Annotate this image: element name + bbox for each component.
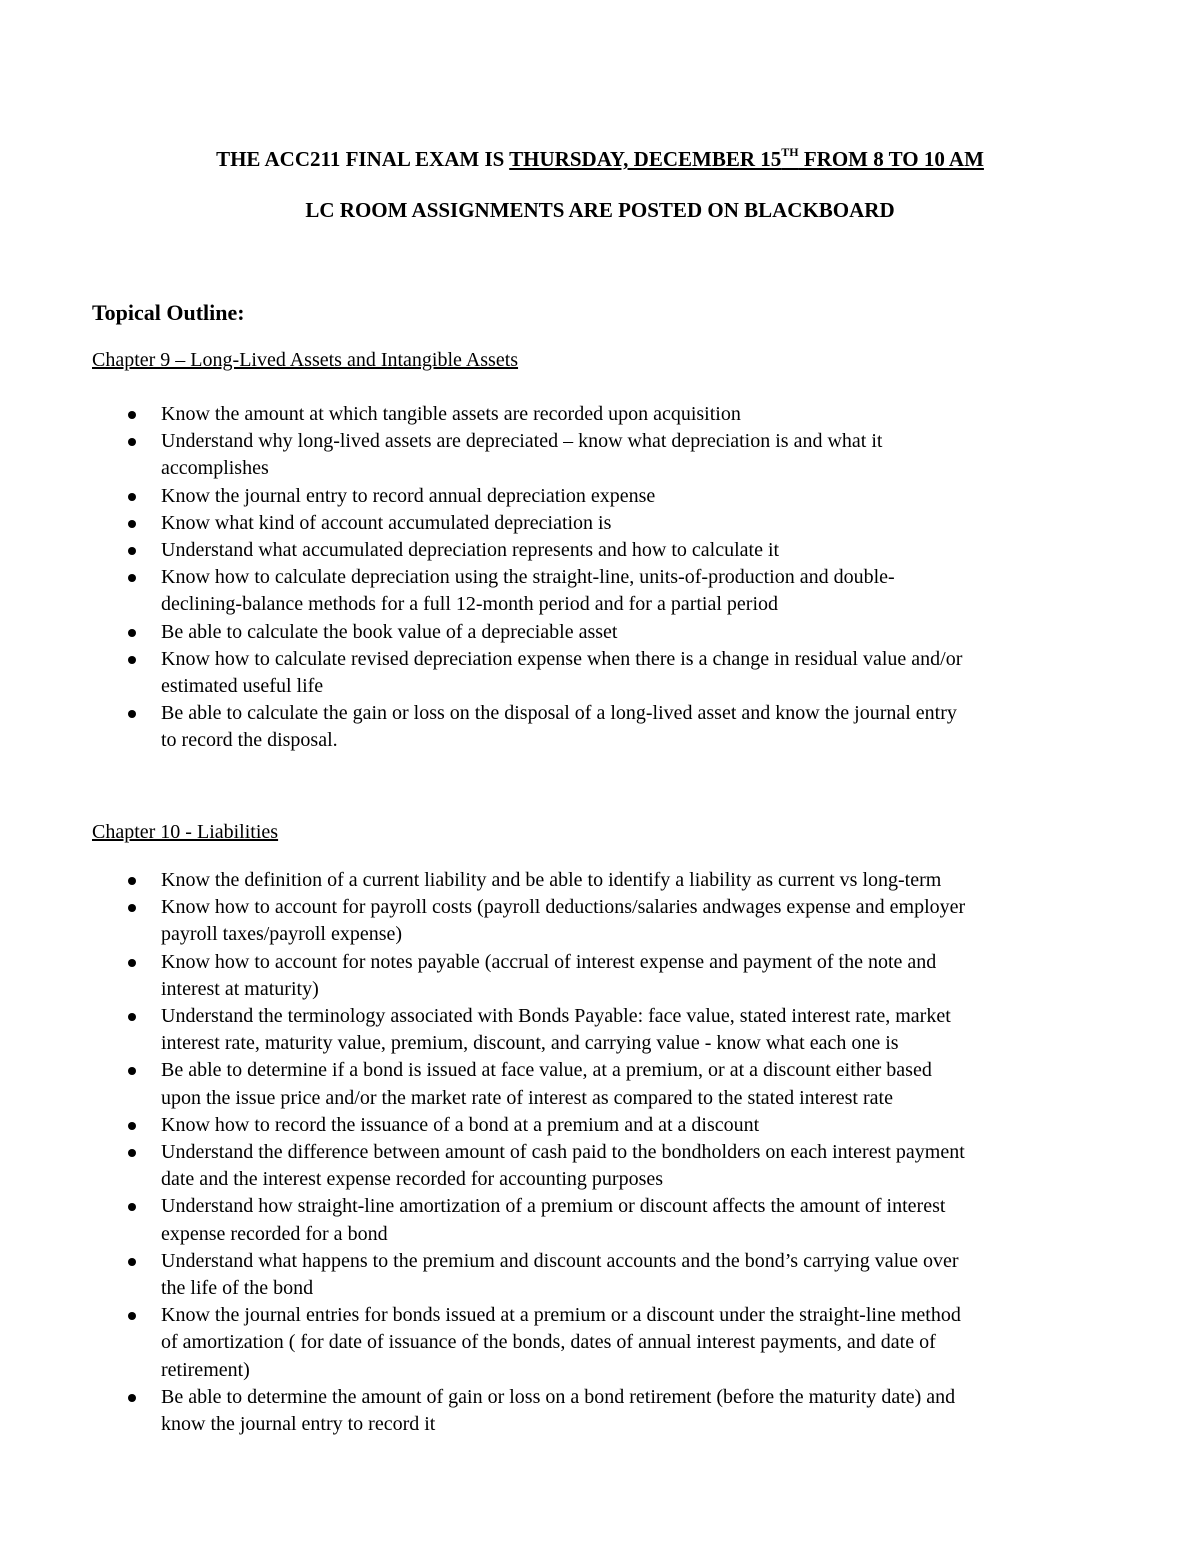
topic-text-line: Know how to account for payroll costs (payroll deductions/salaries andwages expense and employer [161,896,966,919]
topic-text-line: Be able to calculate the gain or loss on the disposal of a long-lived asset and know the journal entry [161,702,957,725]
bullet-icon [128,1312,136,1320]
topic-list-item [0,700,1200,754]
topic-text-line: Be able to determine the amount of gain or loss on a bond retirement (before the maturity date) and [161,1385,956,1408]
topic-text-line: interest at maturity) [161,977,319,1000]
bullet-icon [128,904,136,912]
bullet-icon [128,959,136,967]
topic-text-line: Know how to calculate depreciation using the straight-line, units-of-production and double- [161,566,895,589]
topic-text-line: declining-balance methods for a full 12-month period and for a partial period [161,593,779,616]
exam-date-underlined [509,147,984,171]
topic-list-item [0,867,1200,894]
bullet-icon [128,710,136,718]
bullet-icon [128,438,136,446]
topic-list-item [0,619,1200,646]
topic-text-line: Understand what happens to the premium and discount accounts and the bond’s carrying value over [161,1249,959,1272]
topic-text-line: upon the issue price and/or the market rate of interest as compared to the stated interest rate [161,1086,893,1109]
room-assignments-heading: LC ROOM ASSIGNMENTS ARE POSTED ON BLACKBOARD [305,198,895,222]
topic-text-line: Know how to calculate revised depreciation expense when there is a change in residual value and/or [161,647,963,670]
bullet-icon [128,1122,136,1130]
bullet-icon [128,574,136,582]
bullet-icon [128,629,136,637]
topic-list-item [0,1003,1200,1057]
topic-list-item [0,1248,1200,1302]
topic-text-line: interest rate, maturity value, premium, discount, and carrying value - know what each one is [161,1032,899,1055]
topic-text-line: the life of the bond [161,1277,314,1300]
topic-list-item [0,537,1200,564]
topic-list-item [0,483,1200,510]
bullet-icon [128,493,136,501]
topic-list-item [0,510,1200,537]
topic-list-item [0,1384,1200,1438]
topic-list-item [0,1112,1200,1139]
topic-list-item [0,1139,1200,1193]
topic-text-line: know the journal entry to record it [161,1413,436,1436]
topic-text-line: expense recorded for a bond [161,1222,388,1245]
bullet-icon [128,411,136,419]
topic-text-line: Know how to account for notes payable (accrual of interest expense and payment of the note and [161,950,937,973]
topic-text-line: retirement) [161,1358,250,1381]
bullet-icon [128,877,136,885]
topic-text-line: estimated useful life [161,675,324,698]
chapter-10-topic-list [0,867,1200,1438]
topic-text-line: Know the amount at which tangible assets are recorded upon acquisition [161,403,741,425]
topic-list-item [0,1302,1200,1384]
topic-text-line: Understand the terminology associated with Bonds Payable: face value, stated interest rate, market [161,1005,951,1028]
topic-list-item [0,894,1200,948]
chapter-9-heading: Chapter 9 – Long-Lived Assets and Intangible Assets [92,349,519,371]
topic-text-line: Be able to calculate the book value of a depreciable asset [161,620,618,643]
topic-text-line: Understand why long-lived assets are depreciated – know what depreciation is and what it [161,430,883,453]
bullet-icon [128,656,136,664]
topic-list-item [0,564,1200,618]
topic-text-line: Understand how straight-line amortization of a premium or discount affects the amount of interest [161,1195,946,1218]
bullet-icon [128,1258,136,1266]
topic-list-item [0,428,1200,482]
chapter-10-heading: Chapter 10 - Liabilities [92,821,279,843]
exam-date-time: FROM 8 TO 10 AM [798,147,984,171]
exam-date-day: THURSDAY, DECEMBER 15 [509,147,782,171]
exam-date-ordinal: TH [781,145,799,159]
topic-list-item [0,1057,1200,1111]
bullet-icon [128,1013,136,1021]
topic-text-line: of amortization ( for date of issuance of the bonds, dates of annual interest payments, and date of [161,1331,936,1354]
topic-list-item [0,949,1200,1003]
bullet-icon [128,1394,136,1402]
chapter-9-topic-list [0,401,1200,755]
topic-text-line: Understand the difference between amount of cash paid to the bondholders on each interest payment [161,1141,965,1164]
topic-text-line: accomplishes [161,457,269,480]
topic-text-line: Know what kind of account accumulated depreciation is [161,511,612,534]
exam-date-heading [0,146,1200,172]
topic-list-item [0,401,1200,428]
topic-list-item [0,1193,1200,1247]
topic-text-line: date and the interest expense recorded for accounting purposes [161,1168,664,1191]
bullet-icon [128,1149,136,1157]
topic-text-line: Be able to determine if a bond is issued at face value, at a premium, or at a discount either based [161,1059,932,1082]
topic-text-line: Know the definition of a current liability and be able to identify a liability as current vs long-term [161,869,942,891]
topic-text-line: Know the journal entries for bonds issued at a premium or a discount under the straight-line method [161,1304,961,1327]
topic-list-item [0,646,1200,700]
exam-date-prefix: THE ACC211 FINAL EXAM IS [216,147,510,171]
topic-text-line: to record the disposal. [161,729,338,752]
bullet-icon [128,1203,136,1211]
topic-text-line: Know how to record the issuance of a bond at a premium and at a discount [161,1113,760,1136]
topical-outline-title: Topical Outline: [92,300,245,325]
topic-text-line: Understand what accumulated depreciation represents and how to calculate it [161,539,780,562]
bullet-icon [128,520,136,528]
bullet-icon [128,547,136,555]
topic-text-line: payroll taxes/payroll expense) [161,923,403,946]
topic-text-line: Know the journal entry to record annual depreciation expense [161,484,656,507]
bullet-icon [128,1067,136,1075]
